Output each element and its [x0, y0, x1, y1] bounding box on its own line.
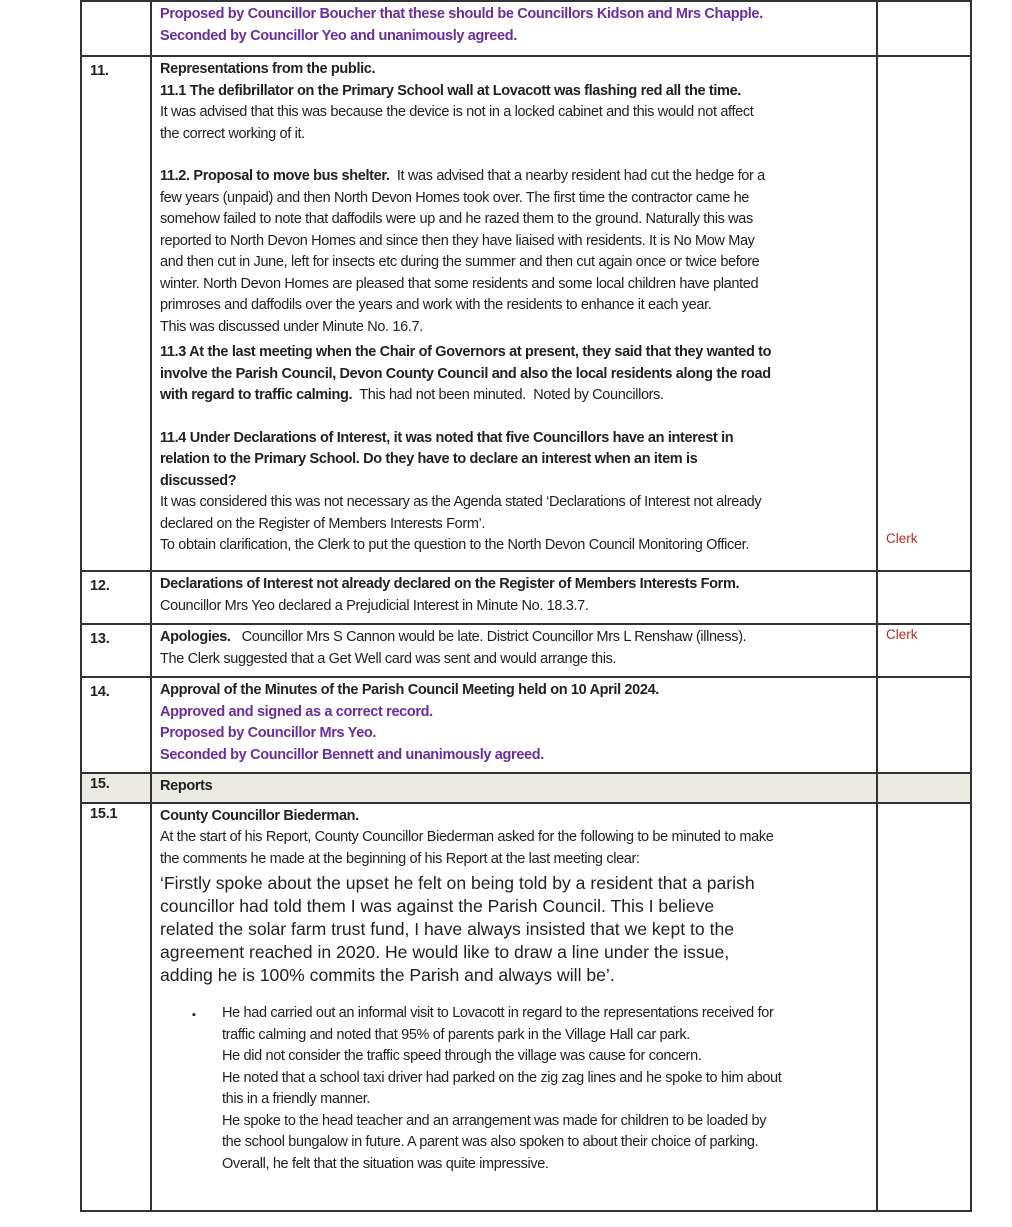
- item-number: 14.: [81, 677, 151, 773]
- paragraph-line: declared on the Register of Members Interests Form’.: [160, 515, 486, 532]
- paragraph-text: It was advised that a nearby resident had cut the hedge for a: [389, 168, 765, 184]
- paragraph-line: 11.4 Under Declarations of Interest, it was noted that five Councillors have an interest in: [160, 429, 734, 446]
- paragraph-line: involve the Parish Council, Devon County Council and also the local residents along the road: [160, 365, 771, 382]
- table-row: [81, 624, 971, 677]
- action-cell: [877, 677, 971, 773]
- paragraph-line: primroses and daffodils over the years and work with the residents to enhance it each year.: [160, 297, 712, 313]
- paragraph-line: [160, 627, 868, 649]
- table-row: [81, 677, 971, 773]
- bullet-line: He noted that a school taxi driver had parked on the zig zag lines and he spoke to him about: [222, 1069, 782, 1086]
- quoted-statement: [160, 872, 868, 987]
- paragraph-line: reported to North Devon Homes and since then they have liaised with residents. It is No Mow May: [160, 232, 755, 249]
- item-body-cell: [151, 803, 877, 1211]
- item-body-cell: [151, 624, 877, 677]
- item-number: 15.1: [81, 803, 151, 1211]
- paragraph-line: It was considered this was not necessary as the Agenda stated ‘Declarations of Interest not already: [160, 494, 762, 510]
- item-body-cell: [151, 56, 877, 571]
- table-row: [81, 571, 971, 624]
- bullet-line: He had carried out an informal visit to Lovacott in regard to the representations received for: [222, 1005, 774, 1021]
- quote-line: councillor had told them I was against the Parish Council. This I believe: [160, 896, 715, 916]
- item-heading: Approval of the Minutes of the Parish Council Meeting held on 10 April 2024.: [160, 682, 659, 698]
- table-row: [81, 803, 971, 1211]
- table-row: [81, 773, 971, 803]
- quote-line: agreement reached in 2020. He would like to draw a line under the issue,: [160, 942, 730, 962]
- action-owner: Clerk: [886, 627, 918, 642]
- paragraph-line: somehow failed to note that daffodils were up and he razed them to the ground. Naturally this was: [160, 211, 753, 227]
- resolution-line: Approved and signed as a correct record.: [160, 703, 433, 720]
- paragraph-line: 11.3 At the last meeting when the Chair of Governors at present, they said that they wanted to: [160, 344, 772, 360]
- action-owner: Clerk: [886, 531, 918, 546]
- bullet-line: the school bungalow in future. A parent was also spoken to about their choice of parking.: [222, 1134, 759, 1150]
- paragraph-line: relation to the Primary School. Do they have to declare an interest when an item is: [160, 451, 698, 467]
- proposed-line: Proposed by Councillor Boucher that these should be Councillors Kidson and Mrs Chapple.: [160, 6, 763, 22]
- paragraph-line: The Clerk suggested that a Get Well card was sent and would arrange this.: [160, 650, 617, 667]
- item-body-cell: [151, 677, 877, 773]
- paragraph-line: To obtain clarification, the Clerk to put the question to the North Devon Council Monitoring Officer.: [160, 537, 750, 553]
- bullet-line: traffic calming and noted that 95% of parents park in the Village Hall car park.: [222, 1026, 690, 1043]
- paragraph-line: It was advised that this was because the device is not in a locked cabinet and this would not affect: [160, 104, 754, 120]
- paragraph-text: Councillor Mrs S Cannon would be late. District Councillor Mrs L Renshaw (illness).: [230, 629, 747, 645]
- paragraph-line: and then cut in June, left for insects etc during the summer and then cut again once or twice before: [160, 254, 760, 270]
- table-row: [81, 1, 971, 56]
- bullet-line: He spoke to the head teacher and an arrangement was made for children to be loaded by: [222, 1112, 767, 1129]
- item-number-cell: [81, 1, 151, 56]
- item-heading: Apologies.: [160, 629, 231, 645]
- paragraph-line: At the start of his Report, County Councillor Biederman asked for the following to be minuted to make: [160, 829, 774, 845]
- item-heading: County Councillor Biederman.: [160, 807, 359, 824]
- paragraph-line: Councillor Mrs Yeo declared a Prejudicial Interest in Minute No. 18.3.7.: [160, 597, 589, 614]
- paragraph-text: with regard to traffic calming.: [160, 387, 353, 403]
- bullet-line: this in a friendly manner.: [222, 1091, 371, 1107]
- paragraph-line: few years (unpaid) and then North Devon Homes took over. The first time the contractor came he: [160, 189, 750, 206]
- seconded-line: Seconded by Councillor Yeo and unanimously agreed.: [160, 27, 517, 44]
- paragraph-text: This had not been minuted. Noted by Councillors.: [352, 387, 664, 403]
- action-cell: [877, 1, 971, 56]
- item-body-cell: [151, 773, 877, 803]
- quote-line: adding he is 100% commits the Parish and always will be’.: [160, 965, 615, 985]
- paragraph-line: [160, 385, 868, 407]
- table-row: [81, 56, 971, 571]
- bullet-line: Overall, he felt that the situation was quite impressive.: [222, 1155, 549, 1172]
- item-body-cell: [151, 1, 877, 56]
- item-number: 15.: [81, 773, 151, 803]
- section-heading: Reports: [160, 778, 213, 794]
- resolution-line: Proposed by Councillor Mrs Yeo.: [160, 725, 377, 741]
- action-cell: [877, 773, 971, 803]
- item-number: 12.: [81, 571, 151, 624]
- quote-line: related the solar farm trust fund, I have always insisted that we kept to the: [160, 919, 735, 939]
- paragraph-line: the comments he made at the beginning of his Report at the last meeting clear:: [160, 850, 640, 867]
- item-number: 11.: [81, 56, 151, 571]
- minutes-table: [80, 0, 972, 1212]
- action-cell: [877, 571, 971, 624]
- paragraph-line: discussed?: [160, 472, 237, 489]
- action-cell: [877, 803, 971, 1211]
- item-heading: Declarations of Interest not already declared on the Register of Members Interests Form.: [160, 576, 740, 592]
- item-number: 13.: [81, 624, 151, 677]
- resolution-line: Seconded by Councillor Bennett and unanimously agreed.: [160, 746, 544, 763]
- paragraph-line: the correct working of it.: [160, 125, 305, 142]
- action-cell: [877, 624, 971, 677]
- subitem-title: 11.2. Proposal to move bus shelter.: [160, 168, 390, 184]
- paragraph-line: This was discussed under Minute No. 16.7.: [160, 318, 423, 335]
- bullet-list: [160, 1003, 868, 1175]
- paragraph-line: winter. North Devon Homes are pleased that some residents and some local children have planted: [160, 275, 759, 292]
- quote-line: ‘Firstly spoke about the upset he felt on being told by a resident that a parish: [160, 873, 755, 893]
- item-body-cell: [151, 571, 877, 624]
- bullet-icon: ▪: [192, 1009, 196, 1021]
- bullet-line: He did not consider the traffic speed through the village was cause for concern.: [222, 1048, 702, 1064]
- item-heading: Representations from the public.: [160, 61, 376, 77]
- action-cell: [877, 56, 971, 571]
- subitem-title: 11.1 The defibrillator on the Primary School wall at Lovacott was flashing red all the time.: [160, 82, 741, 99]
- paragraph-line: [160, 166, 868, 188]
